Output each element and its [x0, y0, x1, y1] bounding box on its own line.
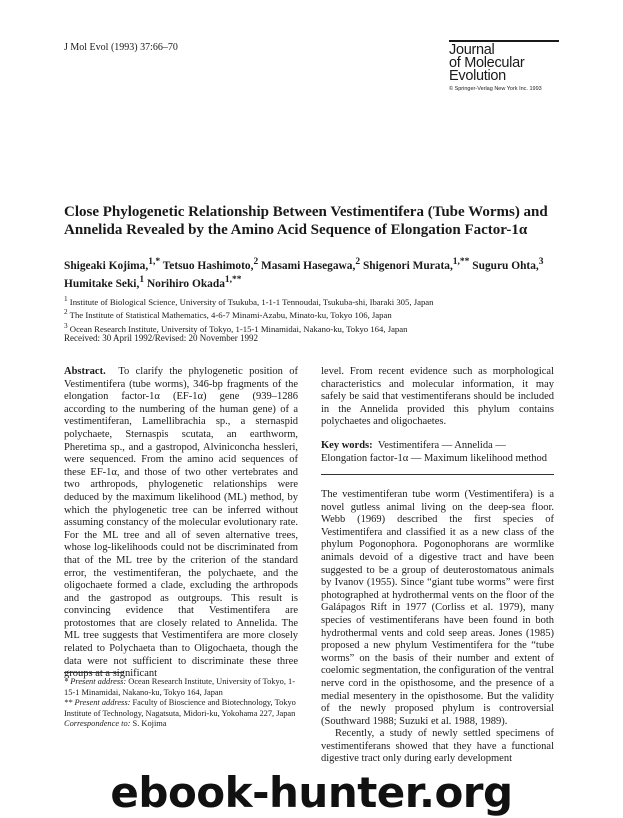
footnote-label: * Present address: — [64, 677, 127, 686]
author-affil-mark: 2 — [355, 257, 361, 267]
abstract-text: To clarify the phylogenetic position of Vestimentifera (tube worms), 346-bp fragments of the elongation factor-1α (EF-1α) gene (939–1286 according to the numbering of the human gene) of a vestimentiferan, Lamellibrachia sp., a sternaspid polychaete, Sternaspis scutata, an earthworm, Pheretima sp., and a gastropod, Alviniconcha hessleri, were sequenced. From the amino acid sequences of these EF-1α, and those of two other vertebrates and two arthropods, phylogenetic relationships were deduced by the maximum likelihood (ML) method, by which the phylogenetic tree can be inferred without assuming constancy of the molecular evolutionary rate. For the ML tree and all of seven alternative trees, whose log-likelihoods could not be discriminated from that of the ML tree by the criterion of the standard error, the vestimentiferan, the polychaete, and the oligochaete formed a clade, excluding the arthropods and the gastropod as outgroups. This result is convincing evidence that Vestimentifera are protostomes that are closely related to Annelida. The ML tree suggests that Vestimentifera are more closely related to Polychaeta than to Oligochaeta, though the data were not sufficient to discriminate these three groups at a significant — [64, 366, 299, 680]
keywords-label: Key words: — [321, 440, 373, 451]
footnote-text: Ocean Research Institute, University of Tokyo, 1-15-1 Minamidai, Nakano-ku, Tokyo 164, Japan — [64, 677, 295, 697]
publisher-copyright: © Springer-Verlag New York Inc. 1993 — [449, 86, 542, 92]
author-name: Shigenori Murata, — [362, 259, 453, 272]
footnote-text: S. Kojima — [132, 719, 167, 729]
site-watermark: ebook-hunter.org — [110, 768, 513, 817]
body-text — [321, 489, 554, 766]
author-affil-mark: 1 — [139, 274, 145, 285]
author-list — [64, 255, 564, 291]
author-affil-mark: 1,** — [224, 274, 242, 285]
affiliations — [64, 294, 584, 334]
author-name: Suguru Ohta, — [472, 259, 539, 272]
logo-line-3: Evolution — [449, 68, 506, 84]
author-name: Tetsuo Hashimoto, — [162, 259, 254, 272]
affiliation-item — [64, 294, 584, 307]
author-affil-mark: 3 — [538, 257, 544, 267]
footnote-item — [64, 698, 300, 719]
author-name: Masami Hasegawa, — [261, 259, 356, 272]
footnote-label: Correspondence to: — [64, 719, 131, 729]
author-affil-mark: 1,** — [452, 257, 470, 267]
author-name: Shigeaki Kojima, — [64, 259, 149, 272]
author-name: Norihiro Okada — [146, 277, 225, 290]
journal-logo — [449, 40, 599, 92]
affiliation-number: 1 — [64, 295, 68, 303]
author-affil-mark: 2 — [253, 257, 259, 267]
received-dates: Received: 30 April 1992/Revised: 20 November 1992 — [64, 333, 258, 343]
affiliation-number: 2 — [64, 308, 68, 317]
affiliation-item — [64, 307, 584, 320]
footnote-item — [64, 719, 300, 730]
journal-citation: J Mol Evol (1993) 37:66–70 — [64, 42, 178, 53]
author-affil-mark: 1,* — [148, 257, 161, 267]
footnote-rule — [64, 672, 124, 673]
section-divider — [321, 474, 554, 475]
affiliation-item — [64, 321, 584, 334]
footnotes — [64, 677, 300, 730]
affiliation-number: 3 — [64, 321, 68, 330]
footnote-text: Faculty of Bioscience and Biotechnology, Tokyo Institute of Technology, Nagatsuta, Midori-ku, Yokohama 227, Japan — [64, 698, 296, 718]
affiliation-text: Institute of Biological Science, University of Tsukuba, 1-1-1 Tennoudai, Tsukuba-shi, Ibaraki 305, Japan — [69, 296, 434, 307]
footnote-label: ** Present address: — [64, 698, 131, 708]
abstract-continuation — [321, 366, 554, 429]
author-name: Humitake Seki, — [64, 277, 140, 290]
keywords — [321, 440, 554, 465]
abstract-continued-text: level. From recent evidence such as morphological characteristics and molecular information, it may safely be said that vestimentiferans should be included in the Annelida provided this phylum contains polychaetes and oligochaetes. — [321, 366, 554, 428]
abstract-label: Abstract. — [64, 366, 106, 377]
body-paragraph-1: The vestimentiferan tube worm (Vestimentifera) is a novel gutless animal living on the deep-sea floor. Webb (1969) described the first species of Vestimentifera and classified it as a new class of the phylum Pogonophora. Pogonophorans are wormlike animals devoid of a digestive tract and have been suggested to be a group of deuterostomatous animals by Ivanov (1955). Since “giant tube worms” were first photographed at hydrothermal vents on the floor of the Galápagos Rift in 1977 (Corliss et al. 1979), many species of vestimentiferans have been found in both hydrothermal vents and cold seep areas. Jones (1985) proposed a new phylum Vestimentifera for the “tube worms” on the basis of their number and extent of coelomic segmentation, the configuration of the ventral nerve cord in the opisthosome, and the presence of a medial mesentery in the opisthosome. But the validity of the newly proposed phylum is controversial (Southward 1988; Suzuki et al. 1988, 1989). — [321, 489, 554, 727]
paper-title: Close Phylogenetic Relationship Between Vestimentifera (Tube Worms) and Annelida Revealed by the Amino Acid Sequence of Elongation Factor-1α — [64, 204, 548, 238]
affiliation-text: Ocean Research Institute, University of Tokyo, 1-15-1 Minamidai, Nakano-ku, Tokyo 164, Japan — [69, 323, 408, 334]
logo-line-2: of Molecular — [449, 55, 525, 71]
keywords-text: Vestimentifera — Annelida — Elongation factor-1α — Maximum likelihood method — [321, 440, 548, 464]
body-paragraph-2: Recently, a study of newly settled specimens of vestimentiferans showed that they have a functional digestive tract only during early development — [321, 728, 554, 765]
abstract-section — [64, 366, 298, 681]
footnote-item — [64, 677, 300, 698]
logo-line-1: Journal — [449, 42, 495, 58]
affiliation-text: The Institute of Statistical Mathematics, 4-6-7 Minami-Azabu, Minato-ku, Tokyo 106, Japan — [69, 310, 392, 321]
